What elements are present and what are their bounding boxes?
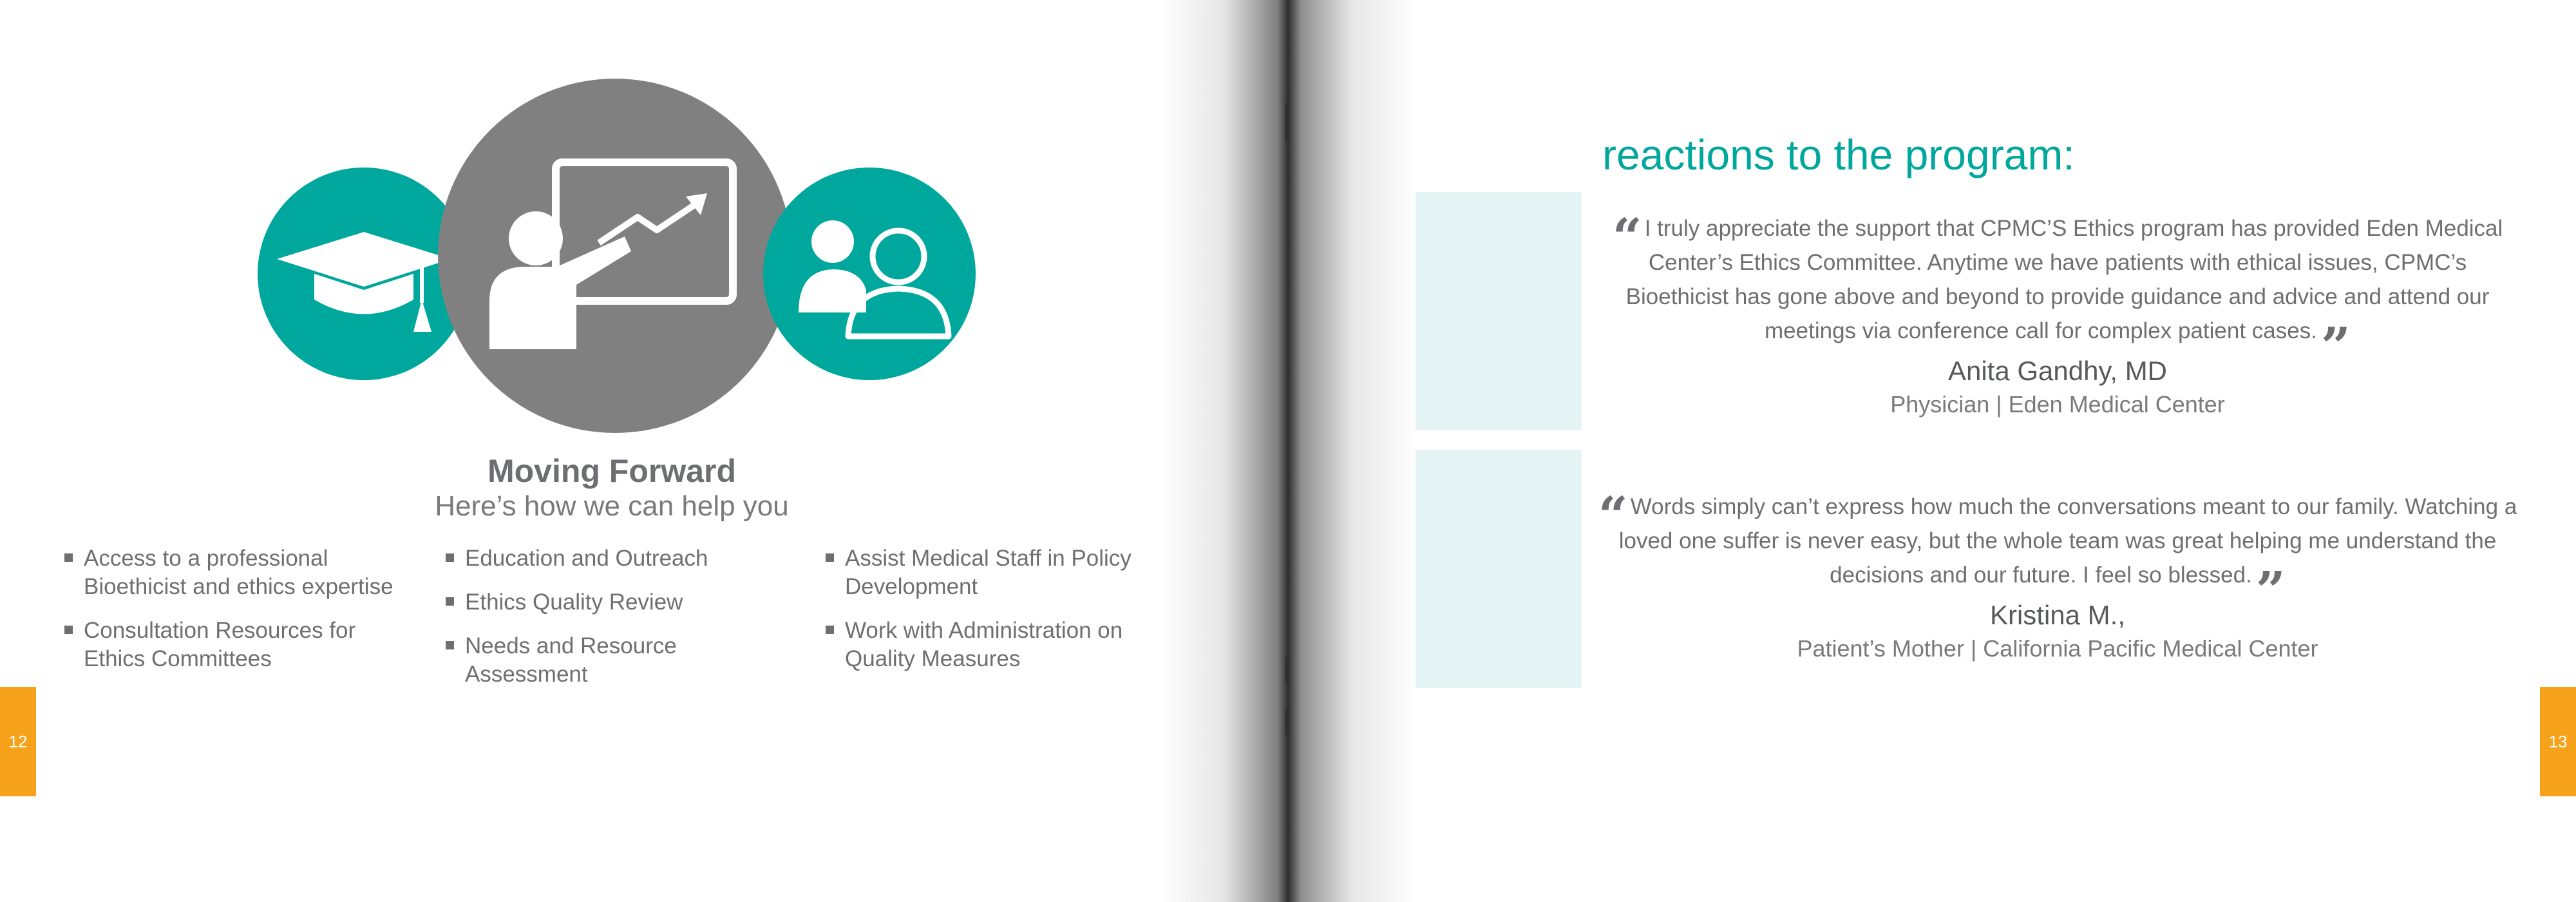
testimonial-2 — [1597, 485, 2518, 664]
gutter-mark — [1285, 709, 1289, 734]
page-number-right: 13 — [2540, 687, 2576, 796]
service-item: Consultation Resources for Ethics Committees — [64, 617, 412, 673]
presentation-board-icon — [438, 79, 792, 433]
gutter-mark — [1285, 103, 1289, 142]
testimonial-author-title: Patient’s Mother | California Pacific Medical Center — [1797, 635, 2318, 662]
close-quote-mark: ” — [2255, 560, 2286, 620]
team-circle — [763, 168, 976, 380]
testimonial-author-title: Physician | Eden Medical Center — [1890, 391, 2225, 417]
services-column-1 — [64, 544, 412, 689]
services-column-2 — [446, 544, 781, 704]
testimonial-author: Kristina M., — [1989, 600, 2126, 630]
testimonial-author: Anita Gandhy, MD — [1947, 356, 2168, 386]
open-quote-mark: “ — [1598, 485, 1628, 546]
service-item: Needs and Resource Assessment — [446, 632, 781, 689]
close-quote-mark: ” — [2320, 316, 2351, 376]
testimonial-1 — [1597, 207, 2518, 420]
service-item: Ethics Quality Review — [446, 588, 781, 617]
section-subtitle: Here’s how we can help you — [435, 490, 789, 522]
services-column-3 — [826, 544, 1160, 689]
testimonial-text: Words simply can’t express how much the conversations meant to our family. Watching a loved one suffer is never easy, but the whole team was great helping me understand the decisions and our future. I feel so blessed. — [1618, 494, 2517, 588]
quote-decoration-box — [1416, 450, 1582, 688]
section-title: Moving Forward — [487, 453, 737, 489]
reactions-heading: reactions to the program: — [1602, 131, 2075, 178]
service-item: Assist Medical Staff in Policy Development — [826, 544, 1160, 601]
presentation-circle — [438, 79, 792, 433]
open-quote-mark: “ — [1612, 207, 1642, 267]
testimonial-text: I truly appreciate the support that CPMC’S Ethics program has provided Eden Medical Center’s Ethics Committee. Anytime we have patients with ethical issues, CPMC’s Bioethicist has gone above and beyond to provide guidance and advice and attend our meetings via conference call for complex patient cases. — [1625, 216, 2503, 343]
service-item: Work with Administration on Quality Measures — [826, 617, 1160, 673]
quote-decoration-box — [1416, 192, 1582, 430]
gutter-mark — [1285, 657, 1289, 683]
service-item: Education and Outreach — [446, 544, 781, 573]
page-number-left: 12 — [0, 687, 36, 796]
service-item: Access to a professional Bioethicist and ethics expertise — [64, 544, 412, 601]
two-people-icon — [763, 168, 976, 380]
